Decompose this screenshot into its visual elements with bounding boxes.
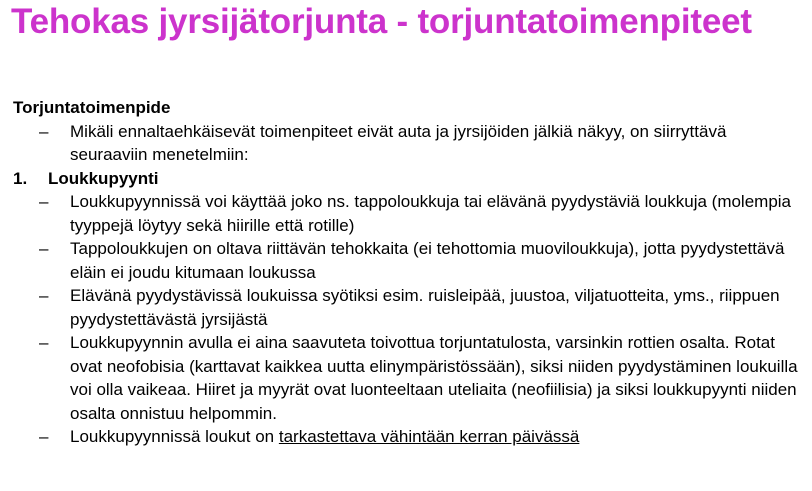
dash-marker: – bbox=[39, 333, 49, 352]
dash-marker: – bbox=[39, 121, 49, 141]
bullet-text: Elävänä pyydystävissä loukuissa syötiksi esim. ruisleipää, juustoa, viljatuotteita, yms., riippuen pyydystettävästä jyrsijästä bbox=[70, 286, 780, 329]
bullet-text: Tappoloukkujen on oltava riittävän tehokkaita (ei tehottomia muoviloukkuja), jotta pyydystettävä eläin ei joudu kitumaan loukussa bbox=[70, 239, 785, 282]
item-label: Loukkupyynti bbox=[48, 168, 159, 188]
dash-marker: – bbox=[39, 239, 49, 258]
underlined-emphasis: tarkastettava vähintään kerran päivässä bbox=[278, 427, 580, 446]
bullet-item bbox=[13, 237, 803, 284]
intro-bullet-text: Mikäli ennaltaehkäisevät toimenpiteet eivät auta ja jyrsijöiden jälkiä näkyy, on siirryttävä seuraaviin menetelmiin: bbox=[70, 121, 727, 164]
bullet-item bbox=[13, 284, 803, 331]
bullet-text: Loukkupyynnissä loukut on bbox=[70, 427, 279, 446]
bullet-item-inspection bbox=[13, 425, 803, 449]
bullet-item bbox=[13, 331, 803, 425]
slide-title: Tehokas jyrsijätorjunta - torjuntatoimenpiteet bbox=[11, 2, 752, 41]
intro-bullet bbox=[13, 120, 803, 167]
section-heading: Torjuntatoimenpide bbox=[13, 98, 171, 117]
bullet-text: Loukkupyynnin avulla ei aina saavuteta toivottua torjuntatulosta, varsinkin rottien osalta. Rotat ovat neofobisia (karttavat kaikkea uutta elinympäristössään), siksi niiden pyydystäminen loukuilla voi olla vaikeaa. Hiiret ja myyrät ovat luonteeltaan uteliaita (neofiilisia) ja siksi loukkupyynti niiden osalta onnistuu helpommin. bbox=[70, 333, 798, 423]
bullet-text: Loukkupyynnissä voi käyttää joko ns. tappoloukkuja tai elävänä pyydystäviä loukkuja (molempia tyyppejä löytyy sekä hiirille että rotille) bbox=[70, 192, 792, 235]
numbered-item-loukkupyynti bbox=[13, 167, 803, 191]
slide-content bbox=[13, 96, 803, 449]
dash-marker: – bbox=[39, 192, 49, 211]
item-number: 1. bbox=[13, 168, 28, 188]
bullet-item bbox=[13, 190, 803, 237]
dash-marker: – bbox=[39, 286, 49, 305]
dash-marker: – bbox=[39, 427, 49, 446]
